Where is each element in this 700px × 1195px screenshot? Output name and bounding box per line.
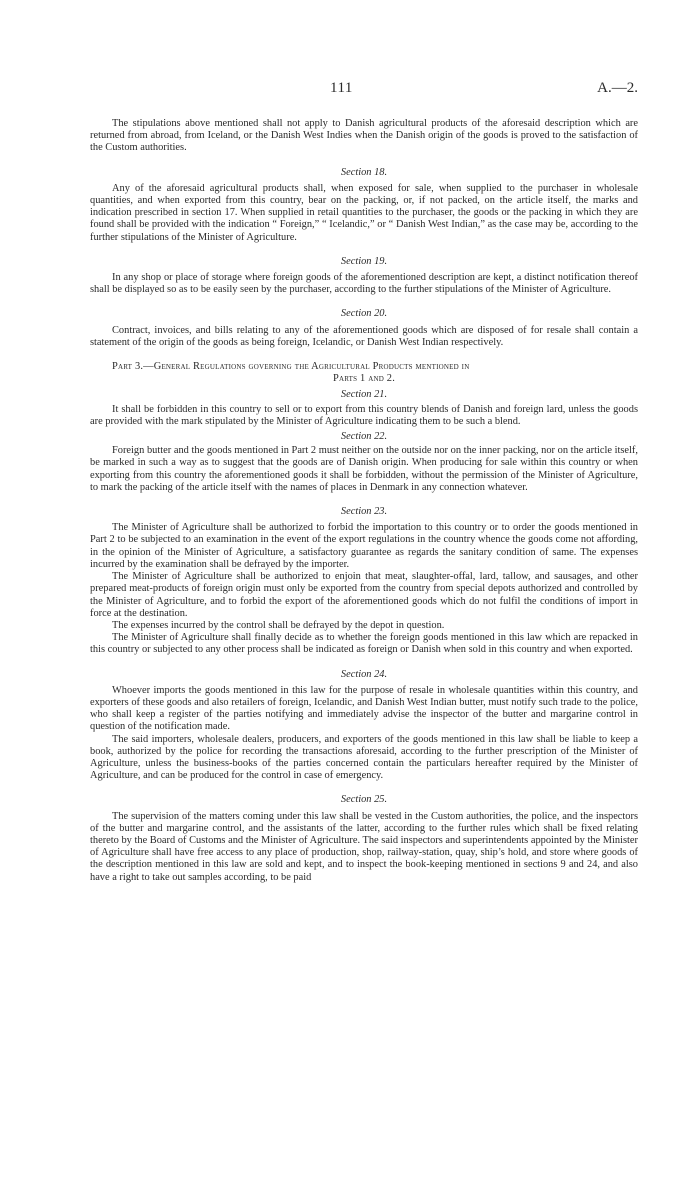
section-23-paragraph-2: The Minister of Agriculture shall be authorized to enjoin that meat, slaughter-offal, lard, tallow, and sausages, and other prepared meat-products of foreign origin must only be exported from the country from special depots authorized and controlled by the Minister of Agriculture, and to forbid the export of the aforementioned goods which do not fulfil the conditions of import in force at the destination. [90,571,638,619]
part-3-heading-line2: Parts 1 and 2. [333,373,395,385]
section-23-heading: Section 23. [340,506,388,518]
section-18-heading: Section 18. [340,166,388,178]
section-24-heading: Section 24. [340,668,388,680]
part-3-heading [90,361,638,385]
page-number: 111 [330,80,353,96]
section-23-paragraph-4: The Minister of Agriculture shall finally decide as to whether the foreign goods mentioned in this law which are repacked in this country or subjected to any other process shall be indicated as foreign or Danish when sold in this country and when exported. [90,632,638,656]
section-25-text: The supervision of the matters coming under this law shall be vested in the Custom authorities, the police, and the inspectors of the butter and margarine control, and the assistants of the latter, according to the further rules which shall be fixed relating thereto by the Board of Customs and the Minister of Agriculture. The said inspectors and superintendents appointed by the Minister of Agriculture shall have free access to any place of production, shop, railway-station, quay, ship’s hold, and store where goods of the description mentioned in this law are sold and kept, and to inspect the book-keeping mentioned in sections 9 and 24, and also have a right to take out samples according, to be paid [90,810,638,883]
section-20-text: Contract, invoices, and bills relating to any of the aforementioned goods which are disposed of for resale shall contain a statement of the origin of the goods as being foreign, Icelandic, or Danish West Indian respectively. [90,324,638,348]
section-19-heading: Section 19. [340,255,388,267]
section-21-heading: Section 21. [340,389,388,401]
section-23-paragraph-1: The Minister of Agriculture shall be authorized to forbid the importation to this country or to order the goods mentioned in Part 2 to be subjected to an examination in the event of the export regulations in the country whence the goods come not affording, in the opinion of the Minister of Agriculture, a satisfactory guarantee as regards the sanitary condition of same. The expenses incurred by the examination shall be defrayed by the importer. [90,522,638,570]
section-23-paragraph-3: The expenses incurred by the control shall be defrayed by the depot in question. [112,619,445,631]
section-19-text: In any shop or place of storage where foreign goods of the aforementioned description are kept, a distinct notification thereof shall be displayed so as to be easily seen by the purchaser, according to the further stipulations of the Minister of Agriculture. [90,272,638,296]
section-25-heading: Section 25. [340,794,388,806]
document-body [90,118,638,884]
intro-paragraph: The stipulations above mentioned shall not apply to Danish agricultural products of the aforesaid description which are returned from abroad, from Iceland, or the Danish West Indies when the Danish origin of the goods is proved to the satisfaction of the Custom authorities. [90,118,638,154]
section-18-text: Any of the aforesaid agricultural products shall, when exposed for sale, when supplied to the purchaser in wholesale quantities, and when exported from this country, bear on the packing, or, if not packed, on the article itself, the marks and indication prescribed in section 17. When supplied in retail quantities to the purchaser, the goods or the packing in which they are found shall be provided with the indication “ Foreign,” “ Icelandic,” or “ Danish West Indian,” as the case may be, according to the further stipulations of the Minister of Agriculture. [90,182,638,243]
section-22-heading: Section 22. [340,431,388,443]
page-header [90,80,638,100]
section-20-heading: Section 20. [340,308,388,320]
section-21-text: It shall be forbidden in this country to sell or to export from this country blends of Danish and foreign lard, unless the goods are provided with the mark stipulated by the Minister of Agriculture indicating them to be such a blend. [90,403,638,427]
part-3-heading-line1: Part 3.—General Regulations governing the Agricultural Products mentioned in [112,361,470,373]
section-24-paragraph-1: Whoever imports the goods mentioned in this law for the purpose of resale in wholesale quantities within this country, and exporters of these goods and also retailers of foreign, Icelandic, and Danish West Indian butter, must notify such trade to the police, who shall keep a register of the parties notifying and immediately advise the inspector of the butter and margarine control in question of the notification made. [90,684,638,733]
page-reference: A.—2. [597,80,638,96]
section-22-text: Foreign butter and the goods mentioned in Part 2 must neither on the outside nor on the inner packing, nor on the article itself, be marked in such a way as to suggest that the goods are of Danish origin. When producing for sale within this country or when exporting from this country the aforementioned goods it shall be forbidden, without the permission of the Minister of Agriculture, to mark the packing of the article itself with the names of places in Denmark in any connection whatever. [90,445,638,493]
section-24-paragraph-2: The said importers, wholesale dealers, producers, and exporters of the goods mentioned in this law shall be liable to keep a book, authorized by the police for recording the transactions aforesaid, according to the further prescription of the Minister of Agriculture, unless the business-books of the parties concerned contain the particulars hereafter required by the Minister of Agriculture, and can be produced for the control in case of emergency. [90,733,638,782]
